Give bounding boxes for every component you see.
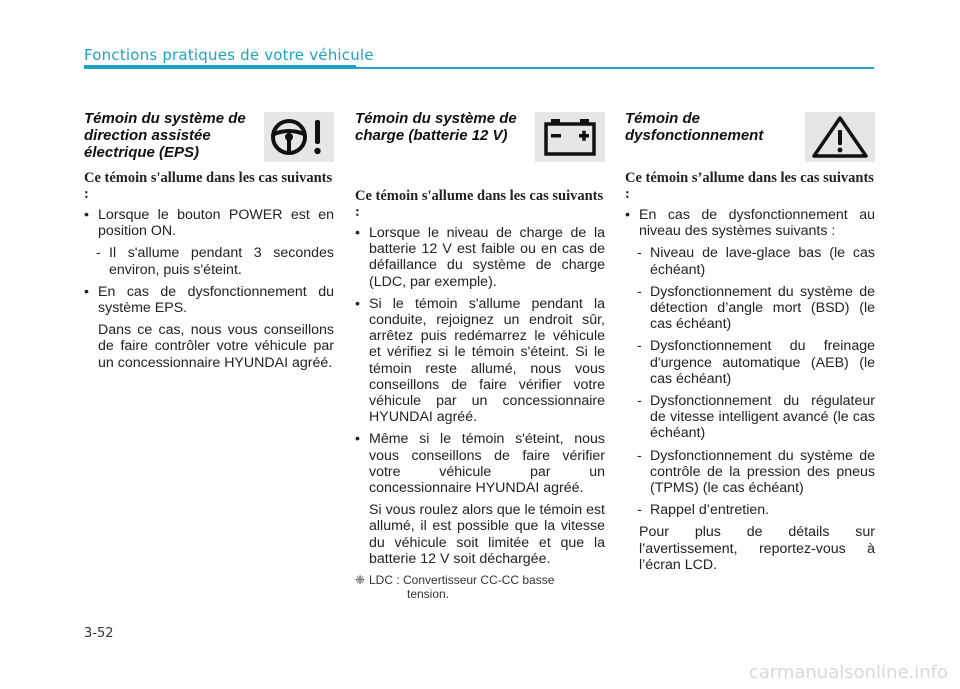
charging-title: Témoin du système de charge (batterie 12 V) — [355, 110, 517, 144]
eps-paragraph: Dans ce cas, nous vous conseillons de faire contrôler votre véhicule par un concessionnaire HYUNDAI agréé. — [98, 322, 334, 371]
malfunction-dash-5-text: Dysfonctionnement du système de contrôle de la pression des pneus (TPMS) (le cas échéant) — [650, 447, 875, 497]
section-header: Fonctions pratiques de votre véhicule — [84, 46, 374, 64]
malfunction-dash-2-text: Dysfonctionnement du système de détection d’angle mort (BSD) (le cas échéant) — [650, 283, 875, 333]
footnote-line-1: LDC : Convertisseur CC-CC basse — [369, 573, 555, 588]
charging-bullet-3: • Même si le témoin s'éteint, nous vous conseillons de faire vérifier votre véhicule par un concessionnaire HYUNDAI agréé. — [355, 431, 605, 496]
malfunction-dash-6-text: Rappel d’entretien. — [650, 502, 770, 519]
eps-dash-1: - Il s'allume pendant 3 secondes environ, puis s'éteint. — [96, 245, 334, 278]
malfunction-dash-1: - Niveau de lave-glace bas (le cas échéant) — [637, 245, 875, 278]
malfunction-dash-4-text: Dysfonctionnement du régulateur de vitesse intelligent avancé (le cas échéant) — [650, 393, 875, 442]
battery-icon — [538, 114, 602, 160]
charging-intro: Ce témoin s'allume dans les cas suivants : — [355, 188, 604, 220]
malfunction-title: Témoin de dysfonctionnement — [625, 110, 764, 144]
eps-icon-box — [264, 112, 334, 162]
warning-triangle-icon — [808, 114, 872, 160]
header-divider-accent — [84, 65, 356, 69]
malfunction-dash-2: - Dysfonctionnement du système de détection d’angle mort (BSD) (le cas échéant) — [637, 283, 875, 333]
malfunction-dash-3-text: Dysfonctionnement du freinage d'urgence automatique (AEB) (le cas échéant) — [650, 338, 875, 387]
malfunction-dash-1-text: Niveau de lave-glace bas (le cas échéant) — [650, 245, 875, 278]
charging-section — [355, 110, 605, 601]
eps-dash-1-text: Il s'allume pendant 3 secondes environ, puis s'éteint. — [109, 245, 334, 278]
malfunction-dash-6: - Rappel d’entretien. — [637, 502, 770, 519]
footnote-symbol: ❈ — [355, 573, 366, 588]
eps-intro: Ce témoin s'allume dans les cas suivants : — [84, 170, 333, 202]
charging-paragraph: Si vous roulez alors que le témoin est allumé, il est possible que la vitesse du véhicule soit limitée et que la batterie 12 V soit déchargée. — [369, 502, 605, 567]
malfunction-paragraph: Pour plus de détails sur l’avertissement, reportez-vous à l’écran LCD. — [639, 524, 875, 573]
eps-section — [84, 110, 334, 377]
malfunction-dash-4: - Dysfonctionnement du régulateur de vitesse intelligent avancé (le cas échéant) — [637, 393, 875, 442]
malfunction-bullet-1: • En cas de dysfonctionnement au niveau des systèmes suivants : — [625, 207, 875, 239]
steering-warning-icon — [267, 114, 331, 160]
malfunction-intro: Ce témoin s’allume dans les cas suivants : — [625, 170, 874, 202]
eps-bullet-1: • Lorsque le bouton POWER est en position ON. — [84, 207, 334, 239]
charging-footnote — [355, 573, 605, 601]
eps-title: Témoin du système de direction assistée électrique (EPS) — [84, 110, 246, 161]
charging-bullet-2: • Si le témoin s'allume pendant la conduite, rejoignez un endroit sûr, arrêtez puis redémarrez le véhicule et vérifiez si le témoin s'éteint. Si le témoin reste allumé, nous vous conseillons de faire vérifier votre véhicule par un concessionnaire HYUNDAI agréé. — [355, 296, 605, 426]
charging-icon-box — [535, 112, 605, 162]
malfunction-dash-3: - Dysfonctionnement du freinage d'urgence automatique (AEB) (le cas échéant) — [637, 338, 875, 387]
watermark: carmanualsonline.info — [748, 662, 948, 683]
malfunction-icon-box — [805, 112, 875, 162]
malfunction-section — [625, 110, 875, 579]
footnote-line-2: tension. — [407, 587, 450, 602]
charging-bullet-1: • Lorsque le niveau de charge de la batterie 12 V est faible ou en cas de défaillance du système de charge (LDC, par exemple). — [355, 225, 605, 290]
malfunction-dash-5: - Dysfonctionnement du système de contrôle de la pression des pneus (TPMS) (le cas échéant) — [637, 447, 875, 497]
eps-bullet-2: • En cas de dysfonctionnement du système EPS. — [84, 284, 334, 316]
page-number: 3-52 — [84, 626, 114, 641]
